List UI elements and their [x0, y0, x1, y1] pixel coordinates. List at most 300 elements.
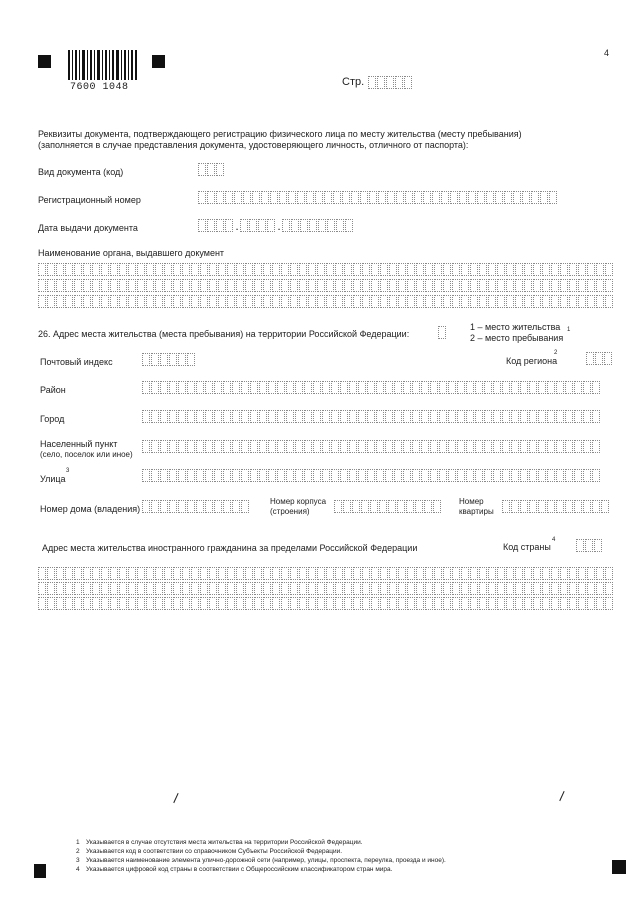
entry-cell[interactable]	[538, 381, 546, 394]
entry-cell[interactable]	[225, 191, 233, 204]
entry-cell[interactable]	[272, 582, 280, 595]
entry-cell[interactable]	[56, 582, 64, 595]
entry-cell[interactable]	[533, 295, 541, 308]
entry-cell[interactable]	[146, 263, 154, 276]
entry-cell[interactable]	[83, 597, 91, 610]
entry-cell[interactable]	[425, 597, 433, 610]
entry-cell[interactable]	[304, 381, 312, 394]
entry-cell[interactable]	[439, 440, 447, 453]
entry-cell[interactable]	[466, 410, 474, 423]
entry-cell[interactable]	[587, 597, 595, 610]
entry-cell[interactable]	[425, 567, 433, 580]
entry-cell[interactable]	[412, 381, 420, 394]
entry-cell[interactable]	[452, 567, 460, 580]
entry-cell[interactable]	[403, 440, 411, 453]
entry-cell[interactable]	[241, 410, 249, 423]
entry-cell[interactable]	[290, 567, 298, 580]
entry-cell[interactable]	[119, 582, 127, 595]
entry-cell[interactable]	[578, 263, 586, 276]
entry-cell[interactable]	[565, 410, 573, 423]
entry-cell[interactable]	[479, 582, 487, 595]
entry-cell[interactable]	[263, 263, 271, 276]
entry-cell[interactable]	[398, 279, 406, 292]
apartment-cells[interactable]	[502, 500, 610, 513]
entry-cell[interactable]	[560, 597, 568, 610]
entry-cell[interactable]	[227, 279, 235, 292]
entry-cell[interactable]	[583, 410, 591, 423]
entry-cell[interactable]	[394, 469, 402, 482]
entry-cell[interactable]	[520, 469, 528, 482]
entry-cell[interactable]	[92, 582, 100, 595]
entry-cell[interactable]	[389, 295, 397, 308]
foreign-cells-row-2[interactable]	[38, 582, 614, 595]
entry-cell[interactable]	[549, 191, 557, 204]
entry-cell[interactable]	[497, 567, 505, 580]
entry-cell[interactable]	[547, 381, 555, 394]
entry-cell[interactable]	[295, 469, 303, 482]
entry-cell[interactable]	[439, 469, 447, 482]
entry-cell[interactable]	[236, 279, 244, 292]
entry-cell[interactable]	[142, 410, 150, 423]
entry-cell[interactable]	[353, 295, 361, 308]
entry-cell[interactable]	[313, 381, 321, 394]
entry-cell[interactable]	[254, 295, 262, 308]
entry-cell[interactable]	[252, 191, 260, 204]
entry-cell[interactable]	[450, 191, 458, 204]
entry-cell[interactable]	[142, 440, 150, 453]
entry-cell[interactable]	[155, 295, 163, 308]
entry-cell[interactable]	[142, 469, 150, 482]
entry-cell[interactable]	[281, 582, 289, 595]
entry-cell[interactable]	[524, 567, 532, 580]
entry-cell[interactable]	[605, 295, 613, 308]
entry-cell[interactable]	[333, 191, 341, 204]
entry-cell[interactable]	[322, 440, 330, 453]
entry-cell[interactable]	[326, 279, 334, 292]
entry-cell[interactable]	[290, 279, 298, 292]
entry-cell[interactable]	[299, 597, 307, 610]
entry-cell[interactable]	[160, 381, 168, 394]
entry-cell[interactable]	[540, 191, 548, 204]
entry-cell[interactable]	[587, 279, 595, 292]
entry-cell[interactable]	[286, 410, 294, 423]
entry-cell[interactable]	[574, 469, 582, 482]
entry-cell[interactable]	[430, 440, 438, 453]
entry-cell[interactable]	[398, 295, 406, 308]
entry-cell[interactable]	[268, 381, 276, 394]
entry-cell[interactable]	[358, 440, 366, 453]
entry-cell[interactable]	[65, 582, 73, 595]
entry-cell[interactable]	[358, 381, 366, 394]
entry-cell[interactable]	[295, 410, 303, 423]
entry-cell[interactable]	[484, 469, 492, 482]
entry-cell[interactable]	[574, 440, 582, 453]
entry-cell[interactable]	[371, 582, 379, 595]
entry-cell[interactable]	[101, 567, 109, 580]
entry-cell[interactable]	[542, 263, 550, 276]
entry-cell[interactable]	[214, 440, 222, 453]
entry-cell[interactable]	[155, 567, 163, 580]
entry-cell[interactable]	[317, 597, 325, 610]
building-cells[interactable]	[334, 500, 442, 513]
entry-cell[interactable]	[259, 469, 267, 482]
entry-cell[interactable]	[281, 567, 289, 580]
entry-cell[interactable]	[522, 191, 530, 204]
entry-cell[interactable]	[493, 381, 501, 394]
entry-cell[interactable]	[367, 440, 375, 453]
entry-cell[interactable]	[155, 263, 163, 276]
entry-cell[interactable]	[263, 597, 271, 610]
entry-cell[interactable]	[47, 582, 55, 595]
entry-cell[interactable]	[569, 279, 577, 292]
entry-cell[interactable]	[146, 295, 154, 308]
entry-cell[interactable]	[389, 597, 397, 610]
entry-cell[interactable]	[344, 582, 352, 595]
entry-cell[interactable]	[331, 410, 339, 423]
entry-cell[interactable]	[349, 440, 357, 453]
entry-cell[interactable]	[497, 263, 505, 276]
entry-cell[interactable]	[407, 597, 415, 610]
entry-cell[interactable]	[74, 279, 82, 292]
entry-cell[interactable]	[209, 567, 217, 580]
entry-cell[interactable]	[484, 440, 492, 453]
entry-cell[interactable]	[560, 295, 568, 308]
entry-cell[interactable]	[65, 279, 73, 292]
entry-cell[interactable]	[326, 295, 334, 308]
entry-cell[interactable]	[263, 295, 271, 308]
entry-cell[interactable]	[459, 191, 467, 204]
entry-cell[interactable]	[232, 410, 240, 423]
entry-cell[interactable]	[38, 263, 46, 276]
entry-cell[interactable]	[574, 381, 582, 394]
entry-cell[interactable]	[362, 582, 370, 595]
entry-cell[interactable]	[353, 263, 361, 276]
entry-cell[interactable]	[560, 263, 568, 276]
entry-cell[interactable]	[155, 597, 163, 610]
entry-cell[interactable]	[587, 263, 595, 276]
entry-cell[interactable]	[592, 410, 600, 423]
entry-cell[interactable]	[101, 597, 109, 610]
entry-cell[interactable]	[551, 295, 559, 308]
entry-cell[interactable]	[146, 279, 154, 292]
entry-cell[interactable]	[443, 263, 451, 276]
entry-cell[interactable]	[160, 440, 168, 453]
entry-cell[interactable]	[74, 582, 82, 595]
entry-cell[interactable]	[241, 440, 249, 453]
entry-cell[interactable]	[511, 440, 519, 453]
entry-cell[interactable]	[245, 263, 253, 276]
entry-cell[interactable]	[218, 263, 226, 276]
entry-cell[interactable]	[277, 410, 285, 423]
entry-cell[interactable]	[574, 410, 582, 423]
entry-cell[interactable]	[515, 295, 523, 308]
entry-cell[interactable]	[470, 295, 478, 308]
street-cells[interactable]	[142, 469, 601, 482]
entry-cell[interactable]	[110, 295, 118, 308]
entry-cell[interactable]	[250, 469, 258, 482]
entry-cell[interactable]	[110, 263, 118, 276]
entry-cell[interactable]	[344, 567, 352, 580]
entry-cell[interactable]	[313, 440, 321, 453]
entry-cell[interactable]	[412, 410, 420, 423]
entry-cell[interactable]	[313, 410, 321, 423]
entry-cell[interactable]	[488, 582, 496, 595]
entry-cell[interactable]	[560, 279, 568, 292]
entry-cell[interactable]	[529, 381, 537, 394]
entry-cell[interactable]	[542, 567, 550, 580]
entry-cell[interactable]	[56, 279, 64, 292]
entry-cell[interactable]	[452, 263, 460, 276]
entry-cell[interactable]	[335, 597, 343, 610]
entry-cell[interactable]	[254, 597, 262, 610]
entry-cell[interactable]	[245, 582, 253, 595]
entry-cell[interactable]	[173, 295, 181, 308]
entry-cell[interactable]	[209, 597, 217, 610]
entry-cell[interactable]	[38, 567, 46, 580]
entry-cell[interactable]	[349, 381, 357, 394]
entry-cell[interactable]	[268, 440, 276, 453]
entry-cell[interactable]	[605, 263, 613, 276]
entry-cell[interactable]	[295, 381, 303, 394]
entry-cell[interactable]	[407, 263, 415, 276]
entry-cell[interactable]	[173, 582, 181, 595]
entry-cell[interactable]	[416, 567, 424, 580]
entry-cell[interactable]	[317, 279, 325, 292]
entry-cell[interactable]	[326, 582, 334, 595]
entry-cell[interactable]	[376, 410, 384, 423]
entry-cell[interactable]	[387, 191, 395, 204]
entry-cell[interactable]	[169, 469, 177, 482]
entry-cell[interactable]	[515, 567, 523, 580]
entry-cell[interactable]	[245, 279, 253, 292]
entry-cell[interactable]	[322, 469, 330, 482]
entry-cell[interactable]	[191, 582, 199, 595]
entry-cell[interactable]	[236, 263, 244, 276]
entry-cell[interactable]	[360, 191, 368, 204]
entry-cell[interactable]	[340, 381, 348, 394]
region-code-cells[interactable]	[586, 352, 613, 365]
entry-cell[interactable]	[155, 279, 163, 292]
entry-cell[interactable]	[434, 295, 442, 308]
entry-cell[interactable]	[403, 381, 411, 394]
entry-cell[interactable]	[479, 597, 487, 610]
entry-cell[interactable]	[407, 295, 415, 308]
entry-cell[interactable]	[484, 410, 492, 423]
entry-cell[interactable]	[164, 279, 172, 292]
entry-cell[interactable]	[340, 410, 348, 423]
entry-cell[interactable]	[340, 440, 348, 453]
entry-cell[interactable]	[353, 567, 361, 580]
entry-cell[interactable]	[475, 440, 483, 453]
entry-cell[interactable]	[560, 582, 568, 595]
entry-cell[interactable]	[101, 263, 109, 276]
entry-cell[interactable]	[272, 597, 280, 610]
entry-cell[interactable]	[502, 440, 510, 453]
entry-cell[interactable]	[493, 469, 501, 482]
entry-cell[interactable]	[146, 597, 154, 610]
entry-cell[interactable]	[425, 295, 433, 308]
entry-cell[interactable]	[425, 263, 433, 276]
entry-cell[interactable]	[583, 440, 591, 453]
entry-cell[interactable]	[524, 279, 532, 292]
entry-cell[interactable]	[448, 469, 456, 482]
entry-cell[interactable]	[441, 191, 449, 204]
entry-cell[interactable]	[119, 567, 127, 580]
entry-cell[interactable]	[92, 263, 100, 276]
entry-cell[interactable]	[101, 279, 109, 292]
entry-cell[interactable]	[542, 295, 550, 308]
entry-cell[interactable]	[421, 410, 429, 423]
district-cells[interactable]	[142, 381, 601, 394]
entry-cell[interactable]	[182, 582, 190, 595]
entry-cell[interactable]	[389, 279, 397, 292]
entry-cell[interactable]	[200, 295, 208, 308]
entry-cell[interactable]	[313, 469, 321, 482]
entry-cell[interactable]	[448, 381, 456, 394]
entry-cell[interactable]	[173, 567, 181, 580]
entry-cell[interactable]	[511, 410, 519, 423]
entry-cell[interactable]	[209, 582, 217, 595]
entry-cell[interactable]	[286, 469, 294, 482]
entry-cell[interactable]	[110, 582, 118, 595]
entry-cell[interactable]	[254, 582, 262, 595]
entry-cell[interactable]	[223, 381, 231, 394]
entry-cell[interactable]	[556, 440, 564, 453]
entry-cell[interactable]	[110, 279, 118, 292]
entry-cell[interactable]	[592, 469, 600, 482]
entry-cell[interactable]	[551, 279, 559, 292]
entry-cell[interactable]	[119, 263, 127, 276]
entry-cell[interactable]	[308, 567, 316, 580]
entry-cell[interactable]	[443, 279, 451, 292]
entry-cell[interactable]	[461, 597, 469, 610]
entry-cell[interactable]	[533, 263, 541, 276]
country-code-cells[interactable]	[576, 539, 603, 552]
entry-cell[interactable]	[207, 191, 215, 204]
entry-cell[interactable]	[308, 279, 316, 292]
entry-cell[interactable]	[308, 582, 316, 595]
entry-cell[interactable]	[385, 410, 393, 423]
entry-cell[interactable]	[128, 263, 136, 276]
entry-cell[interactable]	[178, 469, 186, 482]
entry-cell[interactable]	[191, 279, 199, 292]
entry-cell[interactable]	[119, 279, 127, 292]
entry-cell[interactable]	[605, 279, 613, 292]
entry-cell[interactable]	[385, 440, 393, 453]
entry-cell[interactable]	[223, 440, 231, 453]
entry-cell[interactable]	[452, 582, 460, 595]
entry-cell[interactable]	[367, 381, 375, 394]
entry-cell[interactable]	[484, 381, 492, 394]
entry-cell[interactable]	[344, 597, 352, 610]
entry-cell[interactable]	[92, 279, 100, 292]
entry-cell[interactable]	[268, 469, 276, 482]
entry-cell[interactable]	[187, 381, 195, 394]
entry-cell[interactable]	[369, 191, 377, 204]
entry-cell[interactable]	[547, 410, 555, 423]
entry-cell[interactable]	[596, 582, 604, 595]
entry-cell[interactable]	[583, 469, 591, 482]
entry-cell[interactable]	[578, 279, 586, 292]
entry-cell[interactable]	[218, 597, 226, 610]
entry-cell[interactable]	[416, 295, 424, 308]
entry-cell[interactable]	[65, 567, 73, 580]
entry-cell[interactable]	[281, 279, 289, 292]
entry-cell[interactable]	[504, 191, 512, 204]
entry-cell[interactable]	[551, 597, 559, 610]
entry-cell[interactable]	[304, 410, 312, 423]
entry-cell[interactable]	[416, 263, 424, 276]
entry-cell[interactable]	[497, 582, 505, 595]
entry-cell[interactable]	[218, 279, 226, 292]
entry-cell[interactable]	[605, 567, 613, 580]
entry-cell[interactable]	[353, 597, 361, 610]
foreign-cells-row-3[interactable]	[38, 597, 614, 610]
entry-cell[interactable]	[380, 582, 388, 595]
entry-cell[interactable]	[83, 279, 91, 292]
entry-cell[interactable]	[380, 567, 388, 580]
entry-cell[interactable]	[547, 440, 555, 453]
entry-cell[interactable]	[407, 279, 415, 292]
entry-cell[interactable]	[565, 469, 573, 482]
entry-cell[interactable]	[468, 191, 476, 204]
entry-cell[interactable]	[164, 597, 172, 610]
entry-cell[interactable]	[479, 279, 487, 292]
entry-cell[interactable]	[394, 440, 402, 453]
entry-cell[interactable]	[556, 469, 564, 482]
entry-cell[interactable]	[396, 191, 404, 204]
entry-cell[interactable]	[520, 381, 528, 394]
entry-cell[interactable]	[376, 381, 384, 394]
entry-cell[interactable]	[254, 567, 262, 580]
entry-cell[interactable]	[236, 567, 244, 580]
entry-cell[interactable]	[299, 263, 307, 276]
entry-cell[interactable]	[259, 440, 267, 453]
entry-cell[interactable]	[83, 263, 91, 276]
entry-cell[interactable]	[479, 295, 487, 308]
entry-cell[interactable]	[448, 410, 456, 423]
entry-cell[interactable]	[592, 381, 600, 394]
entry-cell[interactable]	[380, 597, 388, 610]
entry-cell[interactable]	[191, 295, 199, 308]
entry-cell[interactable]	[128, 597, 136, 610]
entry-cell[interactable]	[137, 597, 145, 610]
entry-cell[interactable]	[101, 295, 109, 308]
page-cells[interactable]	[368, 76, 413, 89]
entry-cell[interactable]	[389, 582, 397, 595]
entry-cell[interactable]	[259, 381, 267, 394]
entry-cell[interactable]	[317, 582, 325, 595]
entry-cell[interactable]	[461, 295, 469, 308]
entry-cell[interactable]	[182, 597, 190, 610]
entry-cell[interactable]	[270, 191, 278, 204]
entry-cell[interactable]	[466, 440, 474, 453]
entry-cell[interactable]	[155, 582, 163, 595]
entry-cell[interactable]	[515, 582, 523, 595]
entry-cell[interactable]	[241, 469, 249, 482]
entry-cell[interactable]	[101, 582, 109, 595]
entry-cell[interactable]	[371, 295, 379, 308]
entry-cell[interactable]	[398, 263, 406, 276]
entry-cell[interactable]	[335, 263, 343, 276]
entry-cell[interactable]	[423, 191, 431, 204]
entry-cell[interactable]	[261, 191, 269, 204]
entry-cell[interactable]	[299, 279, 307, 292]
entry-cell[interactable]	[529, 440, 537, 453]
entry-cell[interactable]	[151, 440, 159, 453]
entry-cell[interactable]	[434, 597, 442, 610]
entry-cell[interactable]	[277, 381, 285, 394]
